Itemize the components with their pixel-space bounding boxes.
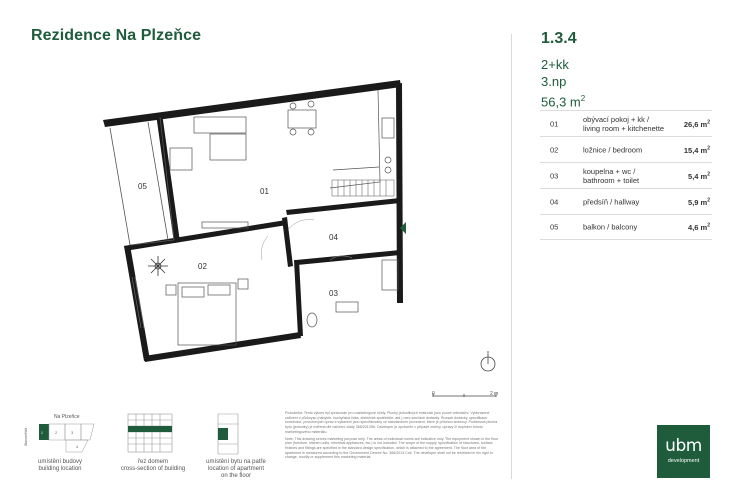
room-label-01: 01 <box>260 187 269 196</box>
vertical-divider <box>511 34 512 479</box>
chair <box>290 103 296 109</box>
unit-id: 1.3.4 <box>541 30 577 47</box>
svg-text:Staroměšťá: Staroměšťá <box>24 427 28 446</box>
bedside <box>238 279 248 289</box>
room-label-02: 02 <box>198 262 207 271</box>
project-title: Rezidence Na Plzeňce <box>31 27 202 44</box>
unit-area: 56,3 $m^2$ <box>541 94 586 110</box>
room-row <box>540 162 712 188</box>
dining-table <box>288 110 316 128</box>
wall-top <box>103 80 401 127</box>
hob-ring <box>385 167 391 173</box>
kitchen-counter <box>330 90 380 188</box>
note-en: Note: This drawing serves marketing purpose only. The areas of individual rooms are indicative only. The equipment shown in the floor plan (furniture, kitchen units, electrical appliances, etc.) is not included. The scope of the supply, specification of structures, surface finishes and fittings are specified in the standard design specification, which is attached to the agreement. The floor area of the apartment is measured according to the Government Decree No. 366/2013 Coll. The developer shall not be restricted in his right to change, modify or supplement this marketing material. <box>285 436 499 460</box>
room-area: 4,6 $m^2$ <box>688 222 710 232</box>
wall-balcony <box>156 113 180 243</box>
legend-floor-en2: on the floor <box>220 473 252 479</box>
kitchen-sink <box>382 118 394 138</box>
unit-floor: 3.np <box>541 74 567 89</box>
scale-start: 0 <box>432 391 435 397</box>
plant-icon <box>148 256 168 276</box>
legend-floor <box>198 410 274 480</box>
room-row <box>540 188 712 214</box>
svg-text:4: 4 <box>76 444 79 449</box>
legend-building-en: building location <box>38 466 82 472</box>
wardrobe <box>332 180 394 196</box>
toilet <box>307 313 317 327</box>
floor-plan <box>100 70 420 370</box>
chair <box>308 101 314 107</box>
room-label-04: 04 <box>329 233 338 242</box>
legend-section <box>116 410 190 473</box>
legend-section-cz: řez domem <box>137 459 168 465</box>
unit-layout: 2+kk <box>541 57 569 72</box>
wall-left <box>124 245 150 361</box>
chair <box>308 129 314 135</box>
sofa <box>194 117 246 133</box>
scale-end: 2 m <box>490 391 499 397</box>
counter-edge <box>333 167 379 170</box>
bed <box>178 283 236 345</box>
room-number: 03 <box>550 171 559 180</box>
compass-icon <box>478 350 498 374</box>
chair <box>290 129 296 135</box>
pillow <box>182 287 204 297</box>
svg-text:2: 2 <box>55 430 58 435</box>
svg-text:Na Plzeňce: Na Plzeňce <box>54 414 80 420</box>
disclaimer-notes <box>285 411 500 462</box>
scale-bar <box>432 384 502 402</box>
door-swing <box>261 236 268 260</box>
room-area: 26,6 $m^2$ <box>683 118 710 129</box>
room-number: 01 <box>550 119 559 128</box>
room-area: 5,4 $m^2$ <box>688 170 710 181</box>
rug <box>210 134 246 160</box>
note-cz: Poznámka: Tento výkres byl zpracován pro marketingové účely. Plochy jednotlivých místností jsou pouze orientační. Vyobrazené zařízení v půdorysu (nábytek, kuchyňská linka, elektrické spotřebiče, atd.) není součástí dodávky. Rozsah dodávky, specifikace konstrukcí, povrchových úprav a vybavení jsou specifikovány ve standardním provedení, které je přílohou smlouvy. Podlahová plocha bytu (jednotky) je měřena dle nařízení vlády 366/2013Sb. Developer je oprávněn v případě změny, úpravy či doplnění tohoto marketingového materiálu. <box>285 411 498 434</box>
room-number: 05 <box>550 222 559 232</box>
room-row <box>540 136 712 162</box>
wall-partition <box>282 217 293 267</box>
room-number: 02 <box>550 145 559 154</box>
room-name: ložnice / bedroom <box>583 145 643 154</box>
unit-meta <box>541 56 585 110</box>
shower <box>382 260 398 290</box>
room-table <box>540 110 712 240</box>
room-label-03: 03 <box>329 289 338 298</box>
room-name: koupelna + wc / bathroom + toilet <box>583 166 640 185</box>
room-row <box>540 214 712 240</box>
legend-building <box>22 410 98 473</box>
legend-floor-en: location of apartment <box>207 466 265 472</box>
pillow <box>208 285 230 295</box>
door-swing <box>288 219 314 230</box>
wall-bottom <box>144 332 301 362</box>
room-name: obývací pokoj + kk / living room + kitchenette <box>583 114 665 133</box>
logo-mark: ubm <box>665 436 702 456</box>
legend-building-cz: umístění budovy <box>37 459 83 465</box>
hob-ring <box>385 157 391 163</box>
svg-text:1: 1 <box>41 431 43 435</box>
washbasin <box>336 302 358 312</box>
legend-floor-cz: umístění bytu na patře <box>206 459 266 465</box>
cross-section-diagram <box>116 410 190 456</box>
armchair <box>170 148 192 170</box>
wall-hallway <box>286 198 400 215</box>
ubm-logo <box>657 425 710 478</box>
wall-right <box>396 83 403 303</box>
room-label-05: 05 <box>138 182 147 191</box>
floor-location-diagram <box>198 410 274 456</box>
room-row <box>540 110 712 136</box>
room-number: 04 <box>550 197 559 206</box>
legend-section-en: cross-section of building <box>120 466 186 472</box>
svg-text:3: 3 <box>71 430 74 435</box>
wall-bedroom-top <box>124 220 287 251</box>
room-name: předsíň / hallway <box>583 197 640 206</box>
building-location-diagram <box>22 410 98 456</box>
wall-bathroom <box>296 250 400 265</box>
room-name: balkon / balcony <box>583 222 638 232</box>
tv-unit <box>202 222 248 228</box>
room-area: 5,9 $m^2$ <box>688 196 710 207</box>
logo-subtitle: development <box>667 458 700 464</box>
room-area: 15,4 $m^2$ <box>683 144 710 155</box>
wall-bathroom-left <box>294 260 303 336</box>
bedside <box>166 285 176 295</box>
